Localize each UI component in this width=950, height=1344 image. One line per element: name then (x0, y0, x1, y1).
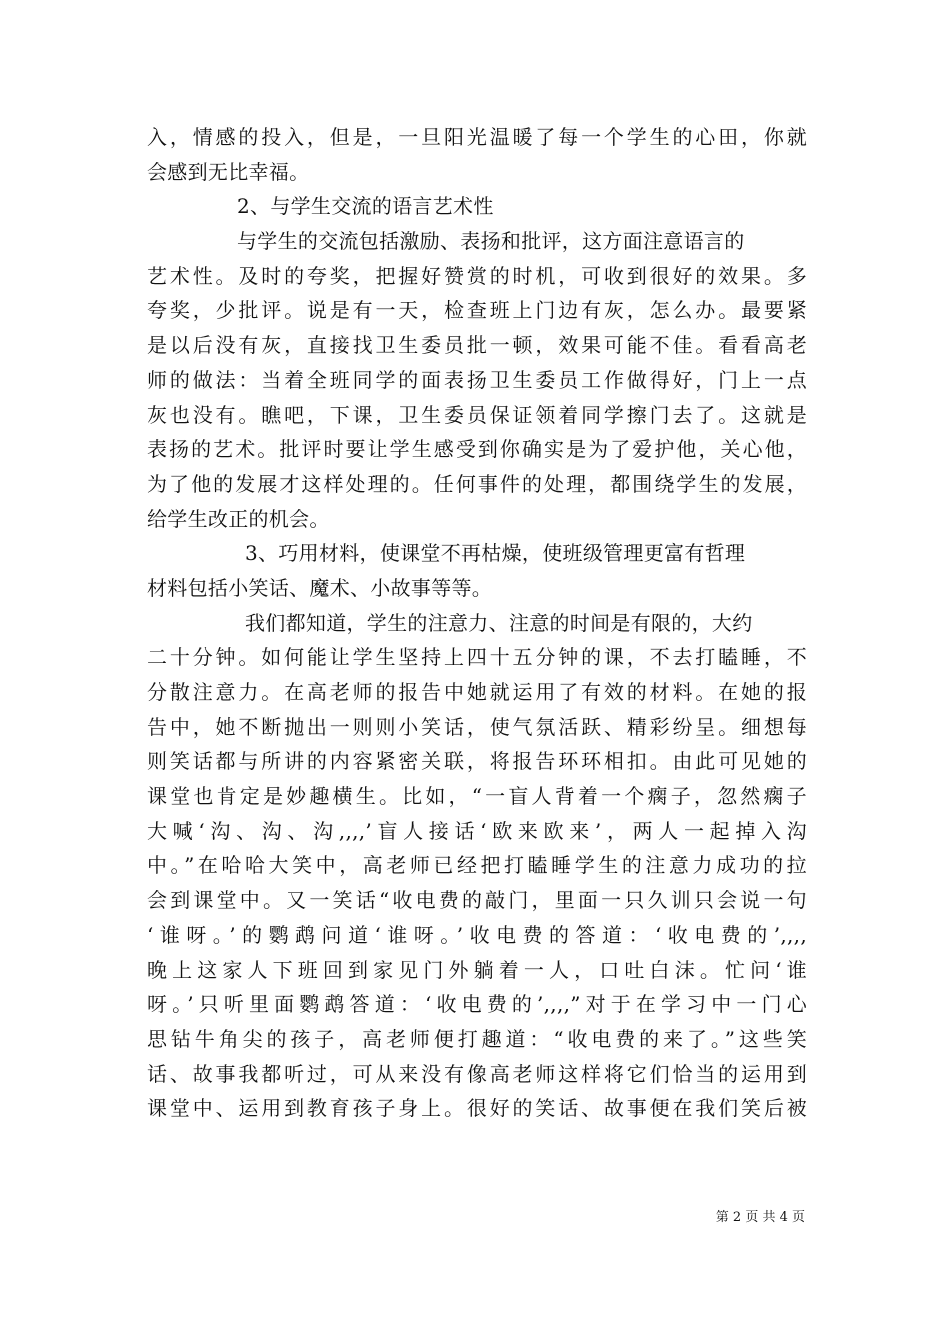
text-line: 会到课堂中。又一笑话“收电费的敲门，里面一只久训只会说一句 (147, 888, 807, 913)
text-line: 课堂也肯定是妙趣横生。比如，“一盲人背着一个瘸子，忽然瘸子 (147, 784, 807, 809)
text-line: 呀。’只听里面鹦鹉答道：‘收电费的’,,,,”对于在学习中一门心 (147, 992, 807, 1017)
text-line: 是以后没有灰，直接找卫生委员批一顿，效果可能不佳。看看高老 (147, 333, 807, 358)
text-line: 二十分钟。如何能让学生坚持上四十五分钟的课，不去打瞌睡，不 (147, 645, 807, 670)
text-line: 晚上这家人下班回到家见门外躺着一人，口吐白沫。忙问‘谁 (147, 957, 807, 982)
text-line: 表扬的艺术。批评时要让学生感受到你确实是为了爱护他，关心他， (147, 437, 807, 462)
text-line: 为了他的发展才这样处理的。任何事件的处理，都围绕学生的发展， (147, 471, 807, 496)
text-line: 灰也没有。瞧吧，下课，卫生委员保证领着同学擦门去了。这就是 (147, 402, 807, 427)
text-line: 会感到无比幸福。 (147, 159, 310, 184)
text-line: 我们都知道，学生的注意力、注意的时间是有限的，大约 (245, 610, 753, 635)
text-line: 与学生的交流包括激励、表扬和批评，这方面注意语言的 (237, 229, 745, 254)
text-line: 分散注意力。在高老师的报告中她就运用了有效的材料。在她的报 (147, 680, 807, 704)
body-text (147, 120, 807, 1126)
text-line: 中。”在哈哈大笑中，高老师已经把打瞌睡学生的注意力成功的拉 (147, 853, 807, 878)
text-line: 艺术性。及时的夸奖，把握好赞赏的时机，可收到很好的效果。多 (147, 263, 807, 288)
text-line: 话、故事我都听过，可从来没有像高老师这样将它们恰当的运用到 (147, 1061, 807, 1086)
text-line: 入，情感的投入，但是，一旦阳光温暖了每一个学生的心田，你就 (147, 125, 807, 149)
text-line: 大喊‘沟、沟、沟,,,,’盲人接话‘欧来欧来’，两人一起掉入沟 (147, 818, 807, 843)
text-line: ‘谁呀。’的鹦鹉问道‘谁呀。’收电费的答道：‘收电费的’,,,, (147, 922, 807, 947)
text-line: 告中，她不断抛出一则则小笑话，使气氛活跃、精彩纷呈。细想每 (147, 714, 807, 739)
text-line: 材料包括小笑话、魔术、小故事等等。 (147, 575, 493, 600)
text-line: 3、巧用材料，使课堂不再枯燥，使班级管理更富有哲理 (245, 541, 746, 566)
text-line: 课堂中、运用到教育孩子身上。很好的笑话、故事便在我们笑后被 (147, 1096, 807, 1121)
page-number: 第 2 页 共 4 页 (715, 1210, 805, 1225)
text-line: 思钻牛角尖的孩子，高老师便打趣道：“收电费的来了。”这些笑 (147, 1026, 807, 1051)
text-line: 夸奖，少批评。说是有一天，检查班上门边有灰，怎么办。最要紧 (147, 298, 807, 323)
text-line: 师的做法：当着全班同学的面表扬卫生委员工作做得好，门上一点 (147, 367, 807, 392)
text-line: 则笑话都与所讲的内容紧密关联，将报告环环相扣。由此可见她的 (147, 749, 807, 774)
text-line: 2、与学生交流的语言艺术性 (237, 194, 494, 219)
text-line: 给学生改正的机会。 (147, 506, 330, 531)
